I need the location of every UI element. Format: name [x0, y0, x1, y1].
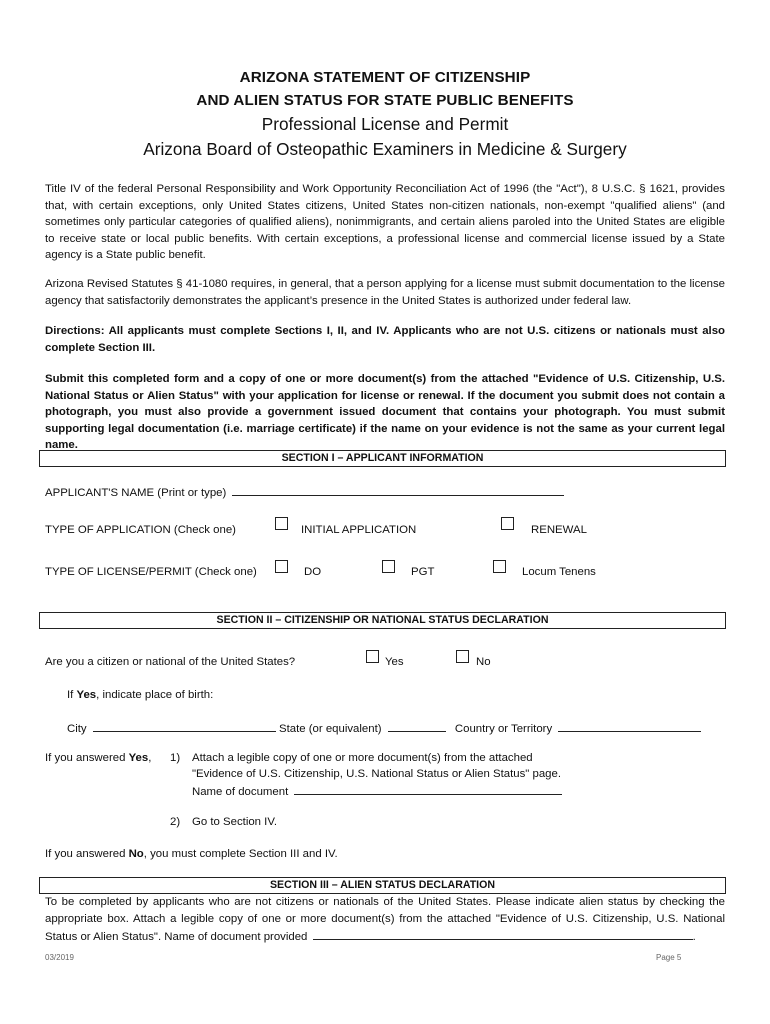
city-field[interactable] [93, 719, 276, 732]
submit-instructions-paragraph: Submit this completed form and a copy of one or more document(s) from the attached "Evidence of U.S. Citizenship, U.S. National Status or Alien Status" with your application for license or renewal. If the document you submit does not contain a photograph, you must also provide a government issued document that contains your photograph. You must submit supporting legal documentation (i.e. marriage certificate) if the name on your evidence is not the same as your current legal name. [45, 373, 725, 452]
applicant-name-label: APPLICANT'S NAME (Print or type) [45, 487, 227, 499]
form-title-line2: AND ALIEN STATUS FOR STATE PUBLIC BENEFITS [196, 92, 574, 109]
section-2-header: SECTION II – CITIZENSHIP OR NATIONAL STATUS DECLARATION [39, 612, 726, 629]
state-label: State (or equivalent) [278, 723, 382, 735]
citizen-question: Are you a citizen or national of the United States? [45, 656, 296, 668]
section-3-header: SECTION III – ALIEN STATUS DECLARATION [39, 877, 726, 894]
step-1-line2: "Evidence of U.S. Citizenship, U.S. National Status or Alien Status" page. [192, 768, 561, 780]
state-field[interactable] [388, 719, 446, 732]
place-of-birth-instruction: If Yes, indicate place of birth: [67, 689, 214, 701]
renewal-checkbox[interactable] [501, 517, 514, 530]
page-number: Page 5 [656, 953, 682, 962]
initial-application-checkbox[interactable] [275, 517, 288, 530]
country-field[interactable] [558, 719, 701, 732]
form-revision-date: 03/2019 [45, 953, 74, 962]
type-of-license-label: TYPE OF LICENSE/PERMIT (Check one) [45, 566, 257, 578]
pgt-label: PGT [411, 566, 435, 578]
intro-paragraph-federal-act: Title IV of the federal Personal Responsibility and Work Opportunity Reconciliation Act of 1996 (the "Act"), 8 U.S.C. § 1621, provides that, with certain exceptions, only United States citizens, United States non-citizen nationals, non-exempt "qualified aliens" (and sometimes only particular categories of qualified aliens), nonimmigrants, and certain aliens paroled into the United States are eligible to receive state or local public benefits. With certain exceptions, a professional license and commercial license issued by a State agency is a State public benefit. [45, 183, 725, 262]
locum-tenens-checkbox[interactable] [493, 560, 506, 573]
section-1-header: SECTION I – APPLICANT INFORMATION [39, 450, 726, 467]
renewal-label: RENEWAL [531, 524, 587, 536]
city-label: City [67, 723, 87, 735]
document-provided-field[interactable] [313, 927, 693, 940]
form-subtitle-board: Arizona Board of Osteopathic Examiners in Medicine & Surgery [143, 139, 627, 159]
applicant-name-row [45, 483, 564, 501]
alien-status-paragraph: To be completed by applicants who are not citizens or nationals of the United States. Please indicate alien status by checking the appropriate box. Attach a legible copy of one or more document(s) from the attached "Evidence of U.S. Citizenship, U.S. National Status or Alien Status". Name of document provided . [45, 896, 725, 944]
pgt-checkbox[interactable] [382, 560, 395, 573]
directions-paragraph: Directions: All applicants must complete Sections I, II, and IV. Applicants who are not U.S. citizens or nationals must also complete Section III. [45, 325, 725, 354]
step-2-text: Go to Section IV. [192, 816, 278, 828]
initial-application-label: INITIAL APPLICATION [301, 524, 417, 536]
step-1-number: 1) [170, 752, 181, 764]
form-subtitle-license: Professional License and Permit [261, 114, 509, 134]
citizen-yes-label: Yes [385, 656, 404, 668]
citizen-yes-checkbox[interactable] [366, 650, 379, 663]
step-2-number: 2) [170, 816, 181, 828]
do-label: DO [304, 566, 322, 578]
locum-tenens-label: Locum Tenens [522, 566, 596, 578]
citizen-no-label: No [476, 656, 491, 668]
document-name-label: Name of document [192, 786, 289, 798]
if-answered-no-text: If you answered No, you must complete Section III and IV. [45, 848, 338, 860]
citizen-no-checkbox[interactable] [456, 650, 469, 663]
step-1-line1: Attach a legible copy of one or more document(s) from the attached [192, 752, 533, 764]
document-name-row [192, 782, 562, 800]
country-label: Country or Territory [454, 723, 553, 735]
document-name-field[interactable] [294, 782, 562, 795]
document-provided-label: Name of document provided [164, 931, 308, 944]
if-answered-yes-label: If you answered Yes, [45, 752, 152, 764]
place-of-birth-row [67, 719, 701, 737]
type-of-application-label: TYPE OF APPLICATION (Check one) [45, 524, 236, 536]
form-title-line1: ARIZONA STATEMENT OF CITIZENSHIP [239, 69, 531, 86]
form-header [40, 66, 730, 162]
do-checkbox[interactable] [275, 560, 288, 573]
intro-paragraph-ars: Arizona Revised Statutes § 41-1080 requires, in general, that a person applying for a license must submit documentation to the license agency that satisfactorily demonstrates the applicant’s presence in the United States is authorized under federal law. [45, 278, 725, 307]
applicant-name-field[interactable] [232, 483, 564, 496]
